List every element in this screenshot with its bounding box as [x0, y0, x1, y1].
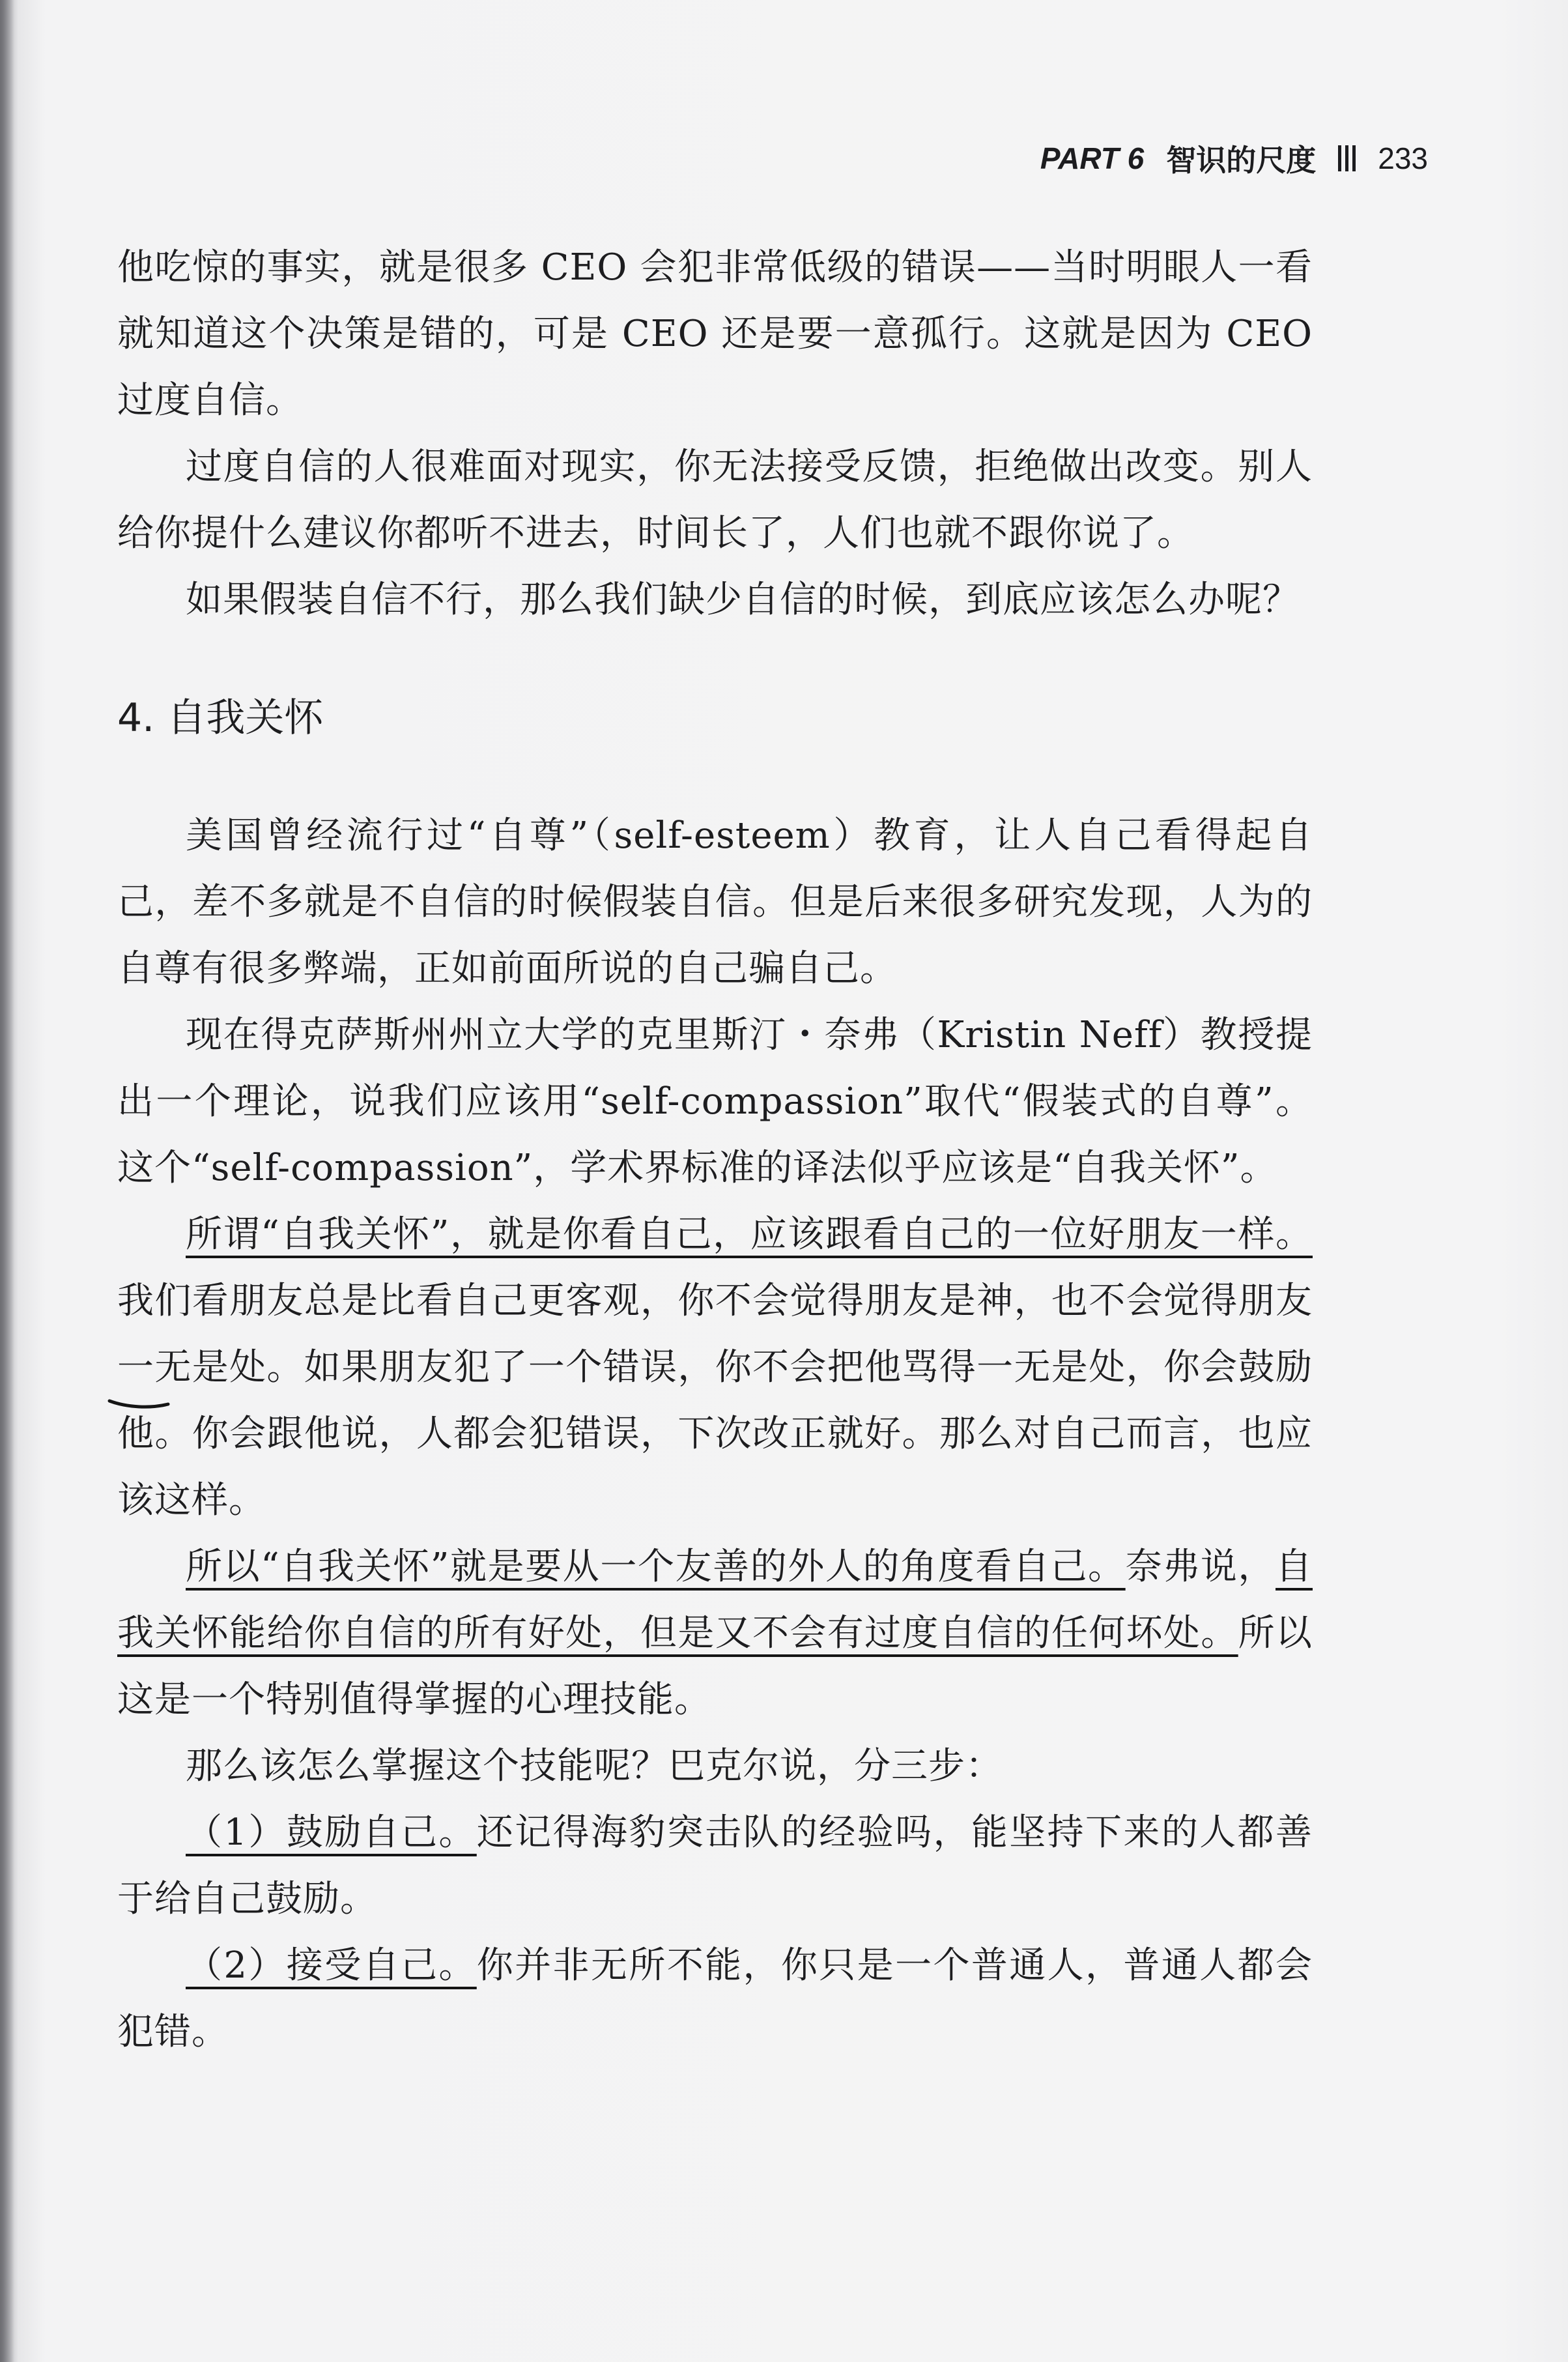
paragraph-question: 如果假装自信不行，那么我们缺少自信的时候，到底应该怎么办呢？	[186, 579, 1300, 621]
paragraph-overconfidence-feedback: 过度自信的人很难面对现实，你无法接受反馈，拒绝做出改变。别人给你提什么建议你都听不进去，时间长了，人们也就不跟你说了。	[117, 446, 1313, 554]
paragraph-self-esteem: 美国曾经流行过“自尊”（self-esteem）教育，让人自己看得起自己，差不多就是不自信的时候假装自信。但是后来很多研究发现，人为的自尊有很多弊端，正如前面所说的自己骗自己。	[117, 814, 1313, 990]
underlined-step-one: （1）鼓励自己。	[186, 1811, 477, 1854]
header-separator-icon	[1338, 145, 1356, 171]
paragraph-step-two	[117, 1933, 1313, 2066]
page-number: 233	[1378, 141, 1428, 175]
part-title: 智识的尺度	[1166, 143, 1317, 177]
paragraph-three-steps: 那么该怎么掌握这个技能呢？巴克尔说，分三步：	[186, 1745, 1003, 1787]
part-label: PART 6	[1040, 141, 1145, 175]
page-body	[117, 235, 1313, 2066]
paragraph-text: 还记得海豹突击队的经验吗，能坚持下来的人都善于给自己鼓励。	[117, 1811, 1313, 1920]
book-spine-shadow	[0, 0, 14, 2362]
paragraph-text: 所以这是一个特别值得掌握的心理技能。	[117, 1612, 1313, 1721]
paragraph-text: 奈弗说，	[1125, 1546, 1276, 1588]
running-header	[1040, 137, 1428, 180]
section-heading: 4. 自我关怀	[117, 695, 324, 741]
paragraph-step-one	[117, 1800, 1313, 1933]
paragraph-kristin-neff: 现在得克萨斯州州立大学的克里斯汀・奈弗（Kristin Neff）教授提出一个理论，说我们应该用“self-compassion”取代“假装式的自尊”。这个“self-compassion”，学术界标准的译法似乎应该是“自我关怀”。	[117, 1014, 1313, 1189]
paragraph-self-compassion-definition	[117, 1202, 1313, 1534]
paragraph-text: 你并非无所不能，你只是一个普通人，普通人都会犯错。	[117, 1944, 1313, 2053]
underlined-definition: 所谓“自我关怀”，就是你看自己，应该跟看自己的一位好朋友一样。	[186, 1213, 1313, 1256]
underlined-outsider-view: 所以“自我关怀”就是要从一个友善的外人的角度看自己。	[186, 1546, 1126, 1588]
underlined-step-two: （2）接受自己。	[186, 1944, 477, 1987]
paragraph-outsider-perspective	[117, 1534, 1313, 1733]
paragraph-ceo-overconfidence: 他吃惊的事实，就是很多 CEO 会犯非常低级的错误——当时明眼人一看就知道这个决策是错的，可是 CEO 还是要一意孤行。这就是因为 CEO 过度自信。	[117, 246, 1313, 422]
underlined-benefits: 自我关怀能给你自信的所有好处，但是又不会有过度自信的任何坏处。	[117, 1546, 1313, 1654]
paragraph-text: 我们看朋友总是比看自己更客观，你不会觉得朋友是神，也不会觉得朋友一无是处。如果朋友犯了一个错误，你不会把他骂得一无是处，你会鼓励他。你会跟他说，人都会犯错误，下次改正就好。那么对自己而言，也应该这样。	[117, 1280, 1313, 1521]
